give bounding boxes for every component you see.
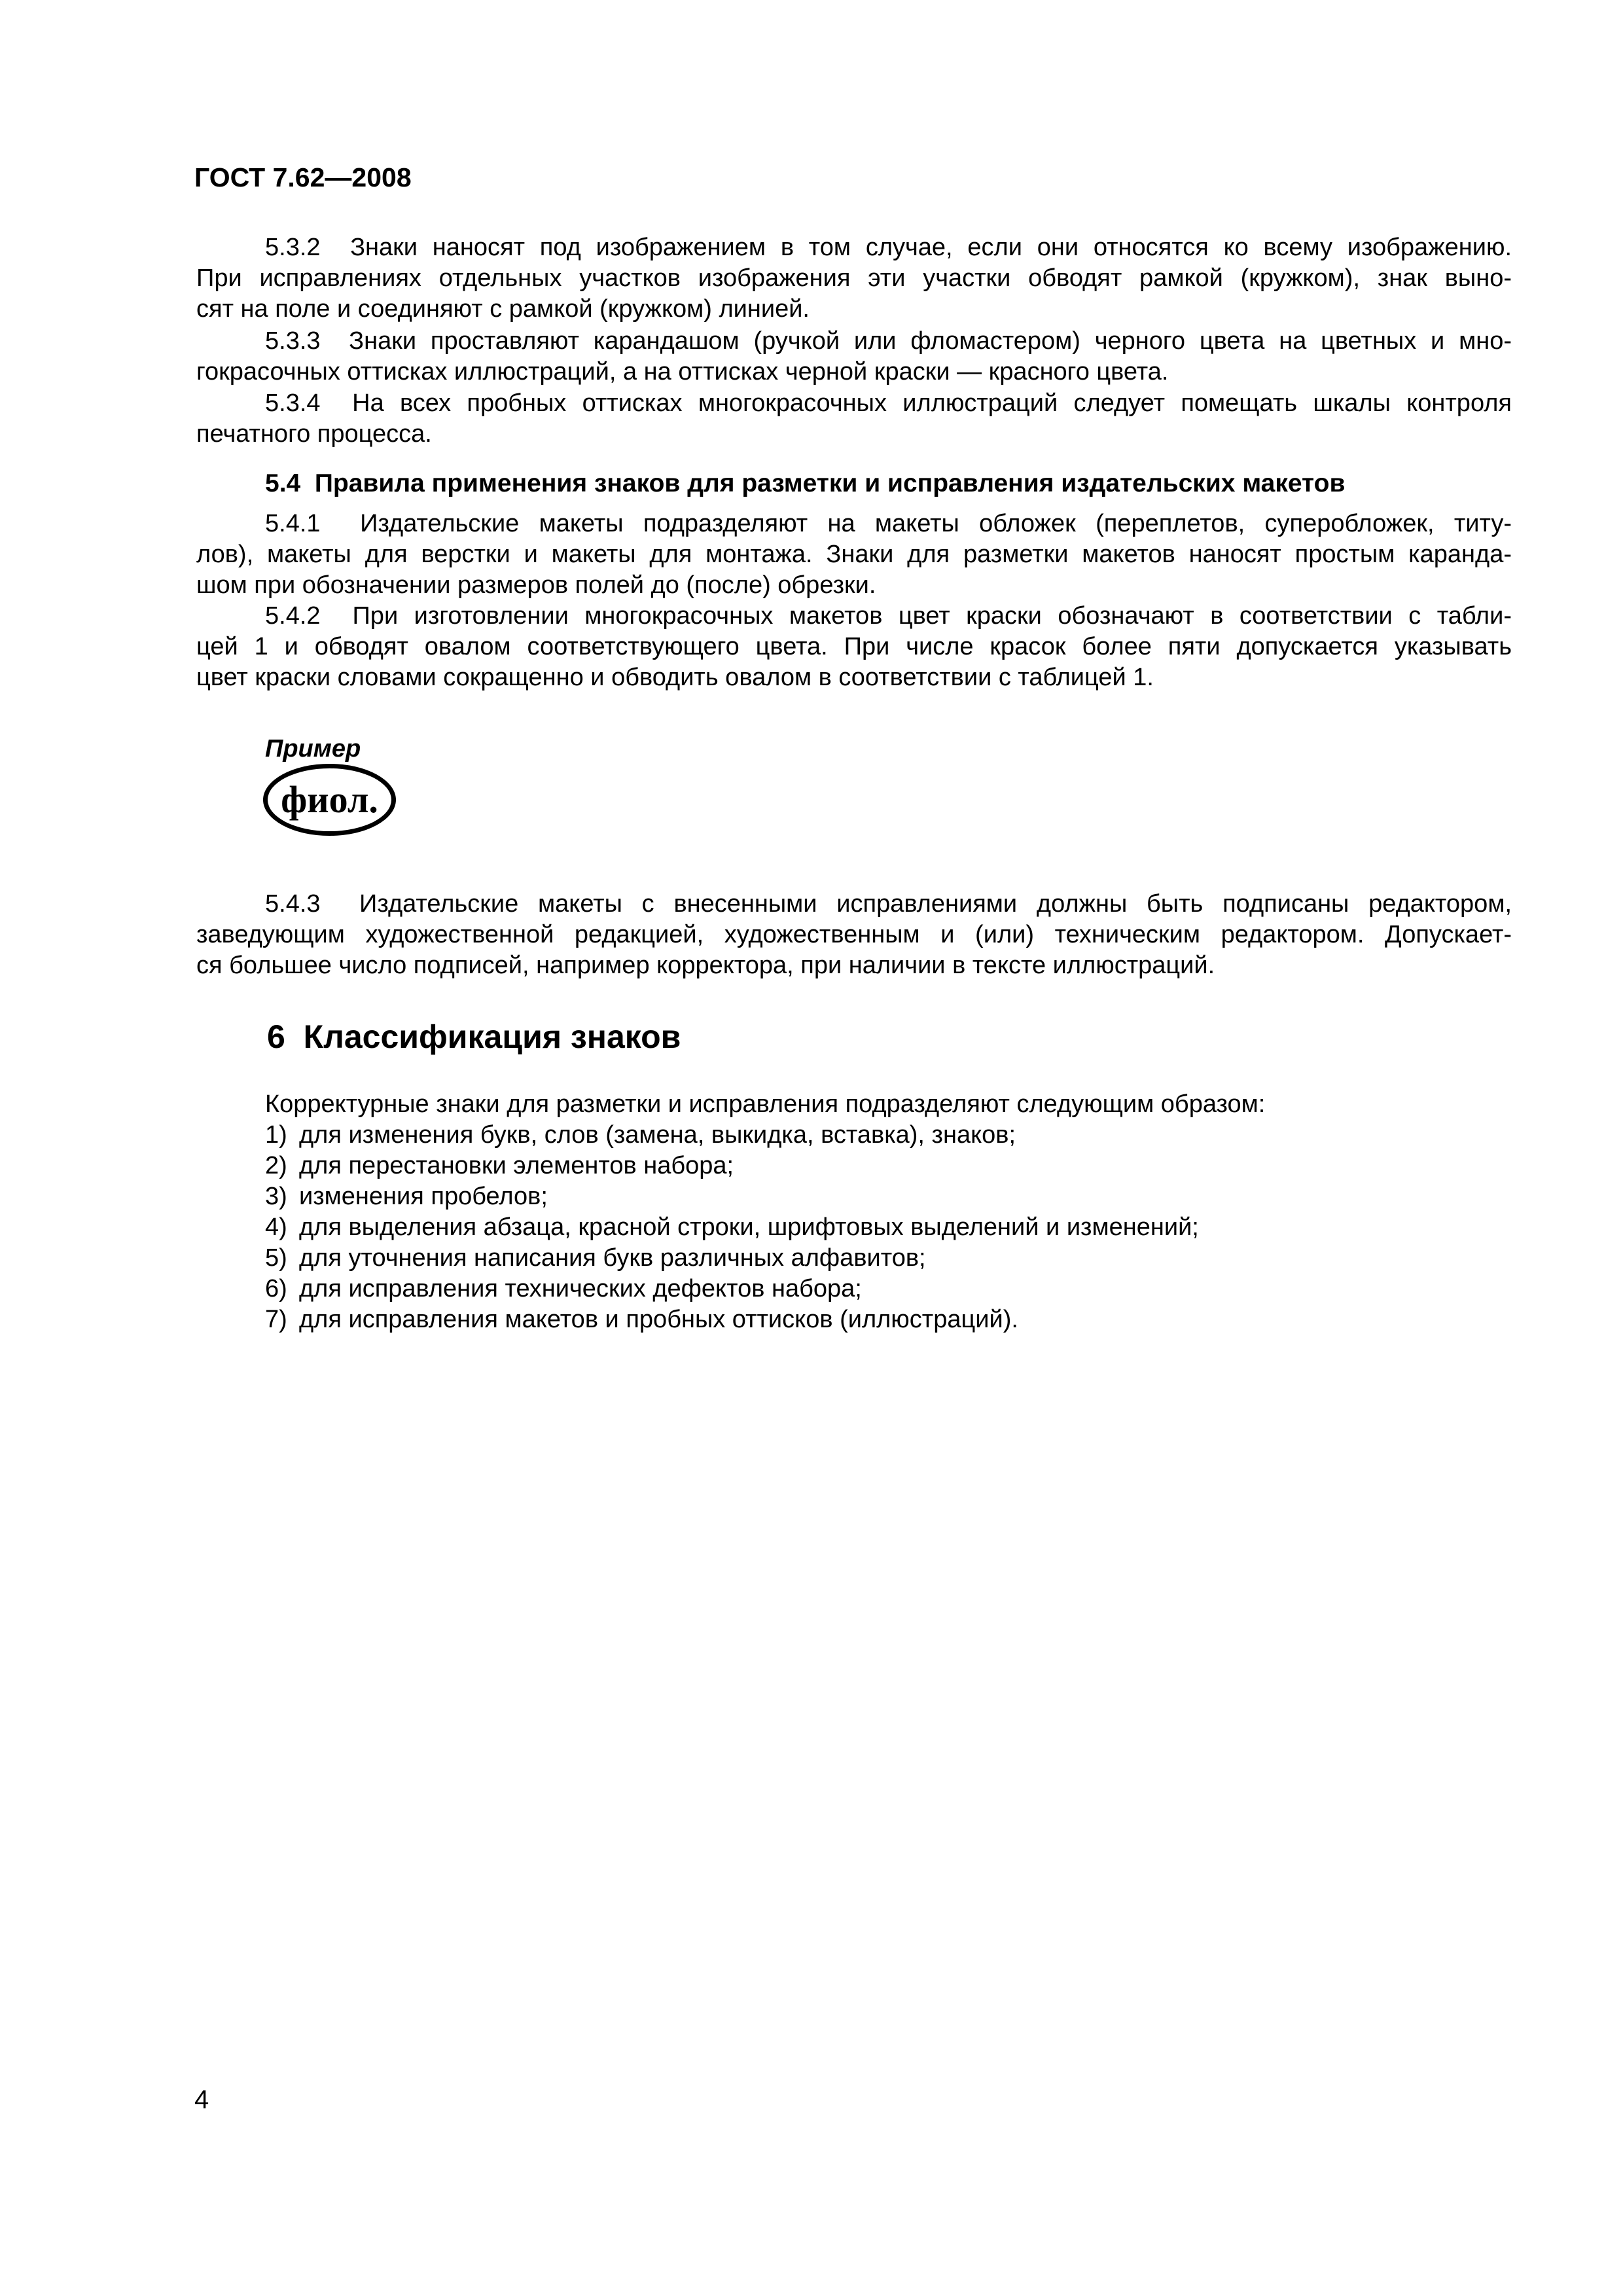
chapter-heading-6: 6 Классификация знаков bbox=[267, 1018, 681, 1055]
color-oval-mark bbox=[263, 764, 396, 836]
classification-intro bbox=[196, 1089, 1512, 1120]
page-number: 4 bbox=[194, 2085, 209, 2114]
paragraph-5-3-3 bbox=[196, 326, 1512, 387]
list-item-number: 6) bbox=[265, 1275, 287, 1302]
text-line: сят на поле и соединяют с рамкой (кружком) линией. bbox=[196, 295, 810, 323]
list-item bbox=[265, 1181, 1512, 1212]
list-item-number: 1) bbox=[265, 1121, 287, 1149]
paragraph-5-3-2 bbox=[196, 232, 1512, 325]
classification-list bbox=[196, 1120, 1512, 1335]
paragraph-5-3-4 bbox=[196, 388, 1512, 450]
oval-color-abbreviation: фиол. bbox=[281, 778, 378, 821]
text-line: 5.3.4 На всех пробных оттисках многокрасочных иллюстраций следует помещать шкалы контроля bbox=[265, 389, 1512, 417]
list-item-text: для перестановки элементов набора; bbox=[299, 1152, 734, 1179]
list-item-text: для исправления технических дефектов набора; bbox=[299, 1275, 862, 1302]
list-item-number: 3) bbox=[265, 1183, 287, 1210]
paragraph-5-4-2 bbox=[196, 601, 1512, 693]
text-line: 5.4.2 При изготовлении многокрасочных макетов цвет краски обозначают в соответствии с табли- bbox=[265, 602, 1512, 630]
text-line: шом при обозначении размеров полей до (после) обрезки. bbox=[196, 571, 876, 599]
list-item-text: для исправления макетов и пробных оттисков (иллюстраций). bbox=[299, 1306, 1018, 1333]
text-line: 5.4.3 Издательские макеты с внесенными исправлениями должны быть подписаны редактором, bbox=[265, 890, 1512, 918]
text-line: цвет краски словами сокращенно и обводить овалом в соответствии с таблицей 1. bbox=[196, 664, 1154, 691]
text-line: 5.4.1 Издательские макеты подразделяют на макеты обложек (переплетов, суперобложек, титу- bbox=[265, 510, 1512, 537]
text-line: гокрасочных оттисках иллюстраций, а на оттисках черной краски — красного цвета. bbox=[196, 358, 1169, 386]
text-line: цей 1 и обводят овалом соответствующего цвета. При числе красок более пяти допускается указывать bbox=[196, 633, 1512, 660]
list-item-number: 7) bbox=[265, 1306, 287, 1333]
text-line: заведующим художественной редакцией, художественным и (или) техническим редактором. Допускает- bbox=[196, 921, 1512, 948]
subheading-5-4: 5.4 Правила применения знаков для разметки и исправления издательских макетов bbox=[265, 469, 1346, 497]
paragraph-5-4-3 bbox=[196, 889, 1512, 981]
list-item bbox=[265, 1304, 1512, 1335]
list-item bbox=[265, 1151, 1512, 1181]
list-item bbox=[265, 1243, 1512, 1274]
example-label: Пример bbox=[265, 735, 361, 762]
list-item-number: 5) bbox=[265, 1244, 287, 1272]
text-line: 5.3.2 Знаки наносят под изображением в том случае, если они относятся ко всему изображению. bbox=[265, 234, 1512, 261]
list-item bbox=[265, 1274, 1512, 1304]
text-line: При исправлениях отдельных участков изображения эти участки обводят рамкой (кружком), знак выно- bbox=[196, 264, 1512, 292]
list-item-number: 2) bbox=[265, 1152, 287, 1179]
text-line: лов), макеты для верстки и макеты для монтажа. Знаки для разметки макетов наносят простым каранда- bbox=[196, 541, 1512, 568]
list-item-text: для изменения букв, слов (замена, выкидка, вставка), знаков; bbox=[299, 1121, 1016, 1149]
list-item-text: изменения пробелов; bbox=[299, 1183, 548, 1210]
text-line: печатного процесса. bbox=[196, 420, 432, 448]
document-header: ГОСТ 7.62—2008 bbox=[194, 162, 412, 192]
text-line: Корректурные знаки для разметки и исправления подразделяют следующим образом: bbox=[265, 1090, 1266, 1118]
list-item bbox=[265, 1212, 1512, 1243]
paragraph-5-4-1 bbox=[196, 509, 1512, 601]
text-line: 5.3.3 Знаки проставляют карандашом (ручкой или фломастером) черного цвета на цветных и мно- bbox=[265, 327, 1512, 355]
list-item-text: для выделения абзаца, красной строки, шрифтовых выделений и изменений; bbox=[299, 1213, 1199, 1241]
list-item-text: для уточнения написания букв различных алфавитов; bbox=[299, 1244, 926, 1272]
list-item bbox=[265, 1120, 1512, 1151]
text-line: ся большее число подписей, например корректора, при наличии в тексте иллюстраций. bbox=[196, 952, 1215, 979]
list-item-number: 4) bbox=[265, 1213, 287, 1241]
